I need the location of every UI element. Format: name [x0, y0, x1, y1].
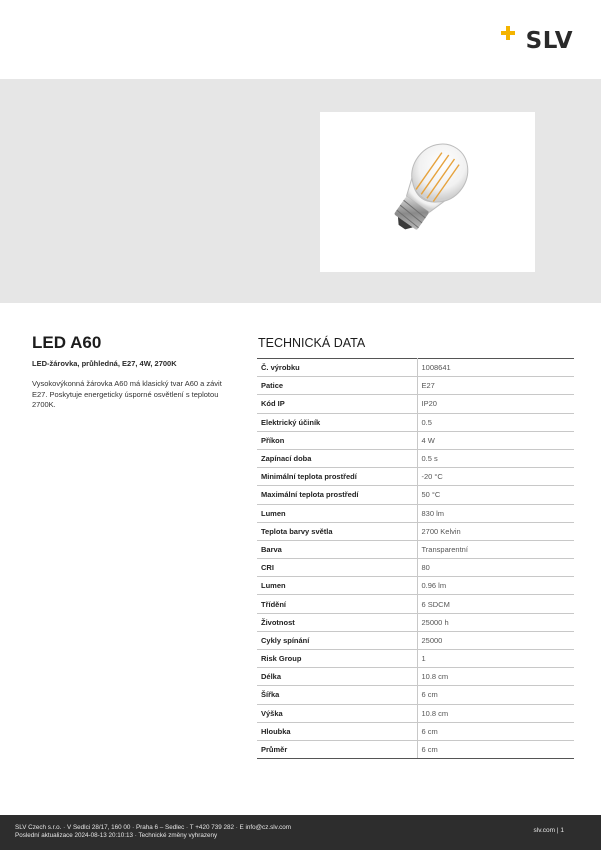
- spec-value: 80: [417, 559, 574, 577]
- spec-row: [257, 650, 574, 668]
- spec-value: 0.96 lm: [417, 577, 574, 595]
- spec-value: 830 lm: [417, 504, 574, 522]
- bulb-image: [320, 112, 535, 272]
- footer-page-info: slv.com | 1: [533, 827, 564, 834]
- specs-table: [257, 358, 574, 759]
- spec-label: CRI: [257, 559, 417, 577]
- spec-label: Č. výrobku: [257, 359, 417, 377]
- spec-row: [257, 413, 574, 431]
- spec-row: [257, 668, 574, 686]
- spec-label: Maximální teplota prostředí: [257, 486, 417, 504]
- spec-row: [257, 595, 574, 613]
- spec-label: Šířka: [257, 686, 417, 704]
- product-subtitle: LED-žárovka, průhledná, E27, 4W, 2700K: [32, 359, 177, 368]
- product-photo: [320, 112, 535, 272]
- spec-value: 6 cm: [417, 686, 574, 704]
- spec-row: [257, 559, 574, 577]
- spec-label: Barva: [257, 540, 417, 558]
- spec-row: [257, 631, 574, 649]
- spec-row: [257, 395, 574, 413]
- spec-value: 6 cm: [417, 740, 574, 758]
- spec-row: [257, 577, 574, 595]
- spec-label: Lumen: [257, 504, 417, 522]
- spec-row: [257, 468, 574, 486]
- spec-label: Patice: [257, 377, 417, 395]
- spec-value: 1: [417, 650, 574, 668]
- spec-label: Risk Group: [257, 650, 417, 668]
- spec-label: Příkon: [257, 431, 417, 449]
- spec-value: 6 cm: [417, 722, 574, 740]
- spec-label: Zapínací doba: [257, 449, 417, 467]
- spec-row: [257, 377, 574, 395]
- spec-value: 4 W: [417, 431, 574, 449]
- spec-label: Cykly spínání: [257, 631, 417, 649]
- spec-label: Průměr: [257, 740, 417, 758]
- spec-row: [257, 686, 574, 704]
- spec-label: Kód IP: [257, 395, 417, 413]
- spec-value: E27: [417, 377, 574, 395]
- spec-value: 25000: [417, 631, 574, 649]
- spec-row: [257, 504, 574, 522]
- spec-label: Lumen: [257, 577, 417, 595]
- spec-row: [257, 359, 574, 377]
- spec-label: Životnost: [257, 613, 417, 631]
- spec-label: Hloubka: [257, 722, 417, 740]
- spec-value: 10.8 cm: [417, 668, 574, 686]
- spec-row: [257, 522, 574, 540]
- spec-label: Minimální teplota prostředí: [257, 468, 417, 486]
- spec-value: 25000 h: [417, 613, 574, 631]
- spec-label: Výška: [257, 704, 417, 722]
- spec-row: [257, 740, 574, 758]
- brand-name: SLV: [525, 28, 573, 54]
- spec-value: 50 °C: [417, 486, 574, 504]
- spec-value: 0.5 s: [417, 449, 574, 467]
- spec-row: [257, 704, 574, 722]
- brand-logo: [499, 24, 573, 58]
- logo-plus-icon: [499, 26, 519, 48]
- specs-title: TECHNICKÁ DATA: [258, 336, 366, 350]
- footer-address: SLV Czech s.r.o. · V Sedlci 28/17, 160 00 · Praha 6 – Sedlec · T +420 739 282 · E info@cz.slv.com: [15, 824, 291, 831]
- spec-row: [257, 613, 574, 631]
- spec-value: IP20: [417, 395, 574, 413]
- spec-value: 0.5: [417, 413, 574, 431]
- spec-row: [257, 449, 574, 467]
- spec-value: Transparentní: [417, 540, 574, 558]
- spec-label: Elektrický účiník: [257, 413, 417, 431]
- spec-row: [257, 431, 574, 449]
- spec-value: 1008641: [417, 359, 574, 377]
- spec-label: Teplota barvy světla: [257, 522, 417, 540]
- spec-value: 6 SDCM: [417, 595, 574, 613]
- spec-value: 10.8 cm: [417, 704, 574, 722]
- spec-label: Délka: [257, 668, 417, 686]
- spec-value: 2700 Kelvin: [417, 522, 574, 540]
- spec-row: [257, 540, 574, 558]
- spec-row: [257, 722, 574, 740]
- product-title: LED A60: [32, 333, 102, 352]
- footer: [0, 815, 601, 850]
- footer-update-note: Poslední aktualizace 2024-08-13 20:10:13 · Technické změny vyhrazeny: [15, 832, 218, 839]
- spec-row: [257, 486, 574, 504]
- product-description: Vysokovýkonná žárovka A60 má klasický tvar A60 a závit E27. Poskytuje energeticky úsporné osvětlení s teplotou 2700K.: [32, 379, 222, 409]
- spec-label: Třídění: [257, 595, 417, 613]
- spec-value: -20 °C: [417, 468, 574, 486]
